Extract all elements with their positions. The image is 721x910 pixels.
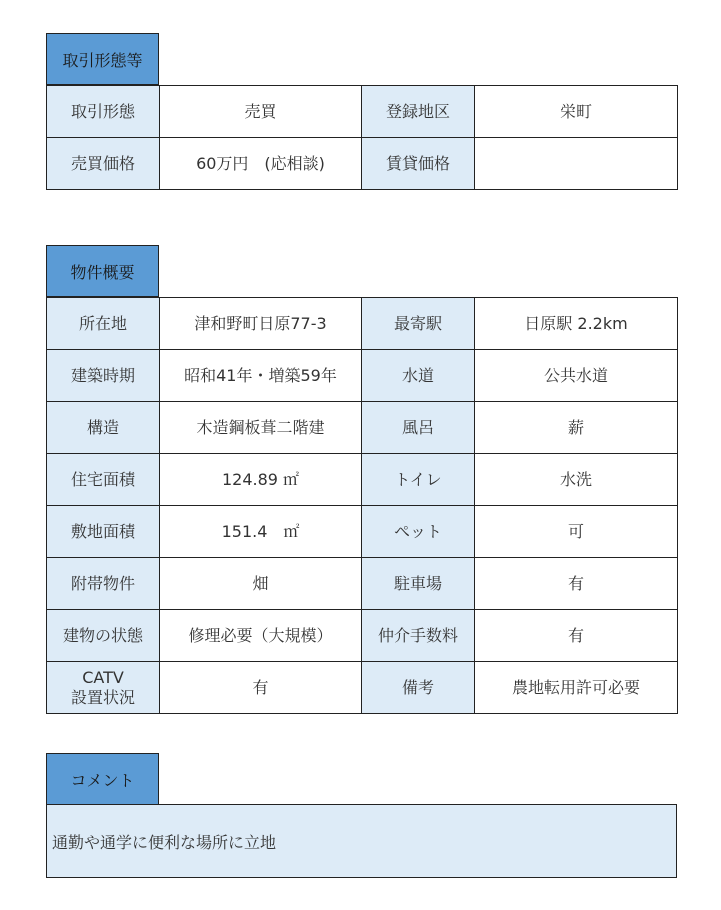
section-title-property: 物件概要 [46,245,159,297]
value-cell: 水洗 [475,454,678,506]
value-cell: 畑 [160,558,362,610]
table-row [47,86,678,138]
value-cell: 有 [475,610,678,662]
table-row [47,506,678,558]
label-cell: CATV 設置状況 [47,662,160,714]
table-row [47,558,678,610]
value-cell: 農地転用許可必要 [475,662,678,714]
value-cell: 有 [475,558,678,610]
value-cell: 木造鋼板葺二階建 [160,402,362,454]
label-cell: 水道 [362,350,475,402]
table-row [47,402,678,454]
label-cell: トイレ [362,454,475,506]
value-cell: 日原駅 2.2km [475,298,678,350]
value-cell: 栄町 [475,86,678,138]
value-cell: 60万円 (応相談) [160,138,362,190]
value-cell: 薪 [475,402,678,454]
label-cell: 建築時期 [47,350,160,402]
table-row [47,138,678,190]
value-cell: 昭和41年・増築59年 [160,350,362,402]
label-cell: 仲介手数料 [362,610,475,662]
label-cell: 売買価格 [47,138,160,190]
table-row [47,350,678,402]
value-cell: 可 [475,506,678,558]
label-cell: 駐車場 [362,558,475,610]
value-cell: 124.89 ㎡ [160,454,362,506]
label-cell: 風呂 [362,402,475,454]
transaction-table [46,85,678,190]
label-cell: 附帯物件 [47,558,160,610]
label-cell: 建物の状態 [47,610,160,662]
label-cell: 取引形態 [47,86,160,138]
table-row [47,610,678,662]
label-cell: 最寄駅 [362,298,475,350]
section-title-comment: コメント [46,753,159,805]
table-row [47,298,678,350]
section-title-transaction: 取引形態等 [46,33,159,85]
property-table [46,297,678,714]
label-cell: 敷地面積 [47,506,160,558]
label-cell: 賃貸価格 [362,138,475,190]
label-cell: 備考 [362,662,475,714]
label-cell: 住宅面積 [47,454,160,506]
value-cell: 公共水道 [475,350,678,402]
label-cell: 所在地 [47,298,160,350]
table-row [47,662,678,714]
label-cell: ペット [362,506,475,558]
label-cell: 登録地区 [362,86,475,138]
value-cell: 修理必要（大規模） [160,610,362,662]
value-cell: 151.4 ㎡ [160,506,362,558]
table-row [47,454,678,506]
value-cell: 津和野町日原77-3 [160,298,362,350]
value-cell: 売買 [160,86,362,138]
value-cell [475,138,678,190]
value-cell: 有 [160,662,362,714]
comment-text: 通勤や通学に便利な場所に立地 [46,804,677,878]
label-cell: 構造 [47,402,160,454]
